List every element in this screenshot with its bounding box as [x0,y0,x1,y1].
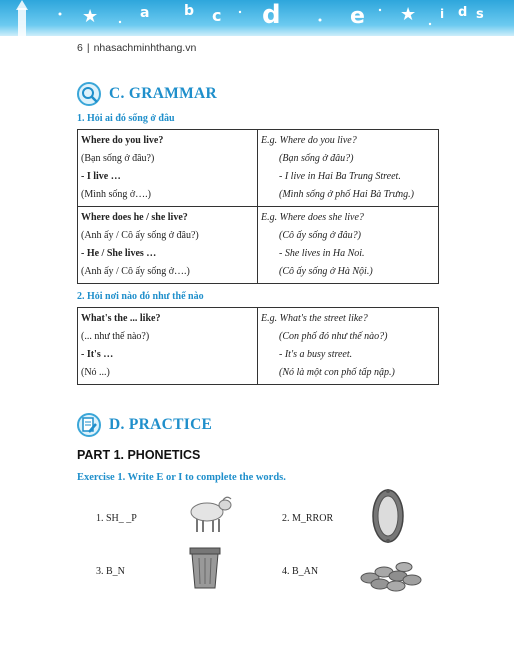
grammar-subheading-2: 2. Hỏi nơi nào đó như thế nào [77,291,204,302]
translation-line: (Anh ấy / Cô ấy sống ở….) [81,266,190,277]
exercise-item-4: 4. B_AN [282,566,319,577]
example-line: (Con phố đó như thế nào?) [279,331,388,342]
star-icon: ★ [400,4,417,25]
example-line: - It's a busy street. [279,349,353,360]
sheep-picture [183,490,235,534]
table-cell [258,308,439,385]
decor-letter: b [184,3,195,19]
decor-letter: c [212,6,222,25]
header-banner [0,0,514,36]
decor-letter: d [458,5,468,20]
answer-line: - I live … [81,171,121,182]
example-line: - I live in Hai Ba Trung Street. [279,171,401,182]
exercise-item-2: 2. M_RROR [282,513,334,524]
decor-letter: d [262,0,281,30]
part-heading: PART 1. PHONETICS [77,448,201,462]
example-line: E.g. What's the street like? [261,313,368,324]
table-cell [258,130,439,207]
table-cell [78,130,258,207]
table-row [78,207,439,284]
example-line: E.g. Where do you live? [261,135,357,146]
table-cell [78,308,258,385]
table-cell [78,207,258,284]
example-line: (Bạn sống ở đâu?) [279,153,354,164]
answer-line: - It's … [81,349,114,360]
beans-picture [358,556,424,592]
translation-line: (... như thế nào?) [81,331,150,342]
example-line: - She lives in Ha Noi. [279,248,365,259]
table-cell [258,207,439,284]
grammar-subheading-1: 1. Hỏi ai đó sống ở đâu [77,113,175,124]
example-line: (Cô ấy sống ở Hà Nội.) [279,266,373,277]
translation-line: (Bạn sống ở đâu?) [81,153,155,164]
decor-letter: s [476,7,484,22]
example-line: (Mình sống ở phố Hai Bà Trưng.) [279,189,414,200]
exercise-item-3: 3. B_N [96,566,125,577]
pencil-note-icon [77,413,101,437]
translation-line: (Anh ấy / Cô ấy sống ở đâu?) [81,230,199,241]
practice-section-heading [77,413,212,437]
website-link[interactable]: nhasachminhthang.vn [93,42,197,54]
grammar-table-2 [77,307,439,385]
decor-letter: i [440,7,445,21]
table-row [78,130,439,207]
sparkle-decor [0,0,514,36]
question-line: Where does he / she live? [81,212,188,223]
page-meta [77,42,196,54]
table-row [78,308,439,385]
magnifier-icon [77,82,101,106]
decor-letter: e [350,4,365,29]
question-line: Where do you live? [81,135,164,146]
separator: | [86,42,90,54]
decor-letter: a [140,5,150,21]
exercise-item-1: 1. SH_ _P [96,513,137,524]
example-line: E.g. Where does she live? [261,212,364,223]
translation-line: (Nó ...) [81,367,110,378]
question-line: What's the ... like? [81,313,161,324]
example-line: (Cô ấy sống ở đâu?) [279,230,361,241]
example-line: (Nó là một con phố tấp nập.) [279,367,395,378]
translation-line: (Mình sống ở….) [81,189,152,200]
page-number: 6 [77,42,83,54]
answer-line: - He / She lives … [81,248,157,259]
mirror-picture [371,488,405,544]
grammar-table-1 [77,129,439,284]
grammar-title: C. GRAMMAR [109,85,218,102]
exercise-instruction: Exercise 1. Write E or I to complete the words. [77,472,286,483]
practice-title: D. PRACTICE [109,416,213,433]
star-icon: ★ [82,6,99,27]
grammar-section-heading [77,82,217,106]
bin-picture [188,546,222,590]
